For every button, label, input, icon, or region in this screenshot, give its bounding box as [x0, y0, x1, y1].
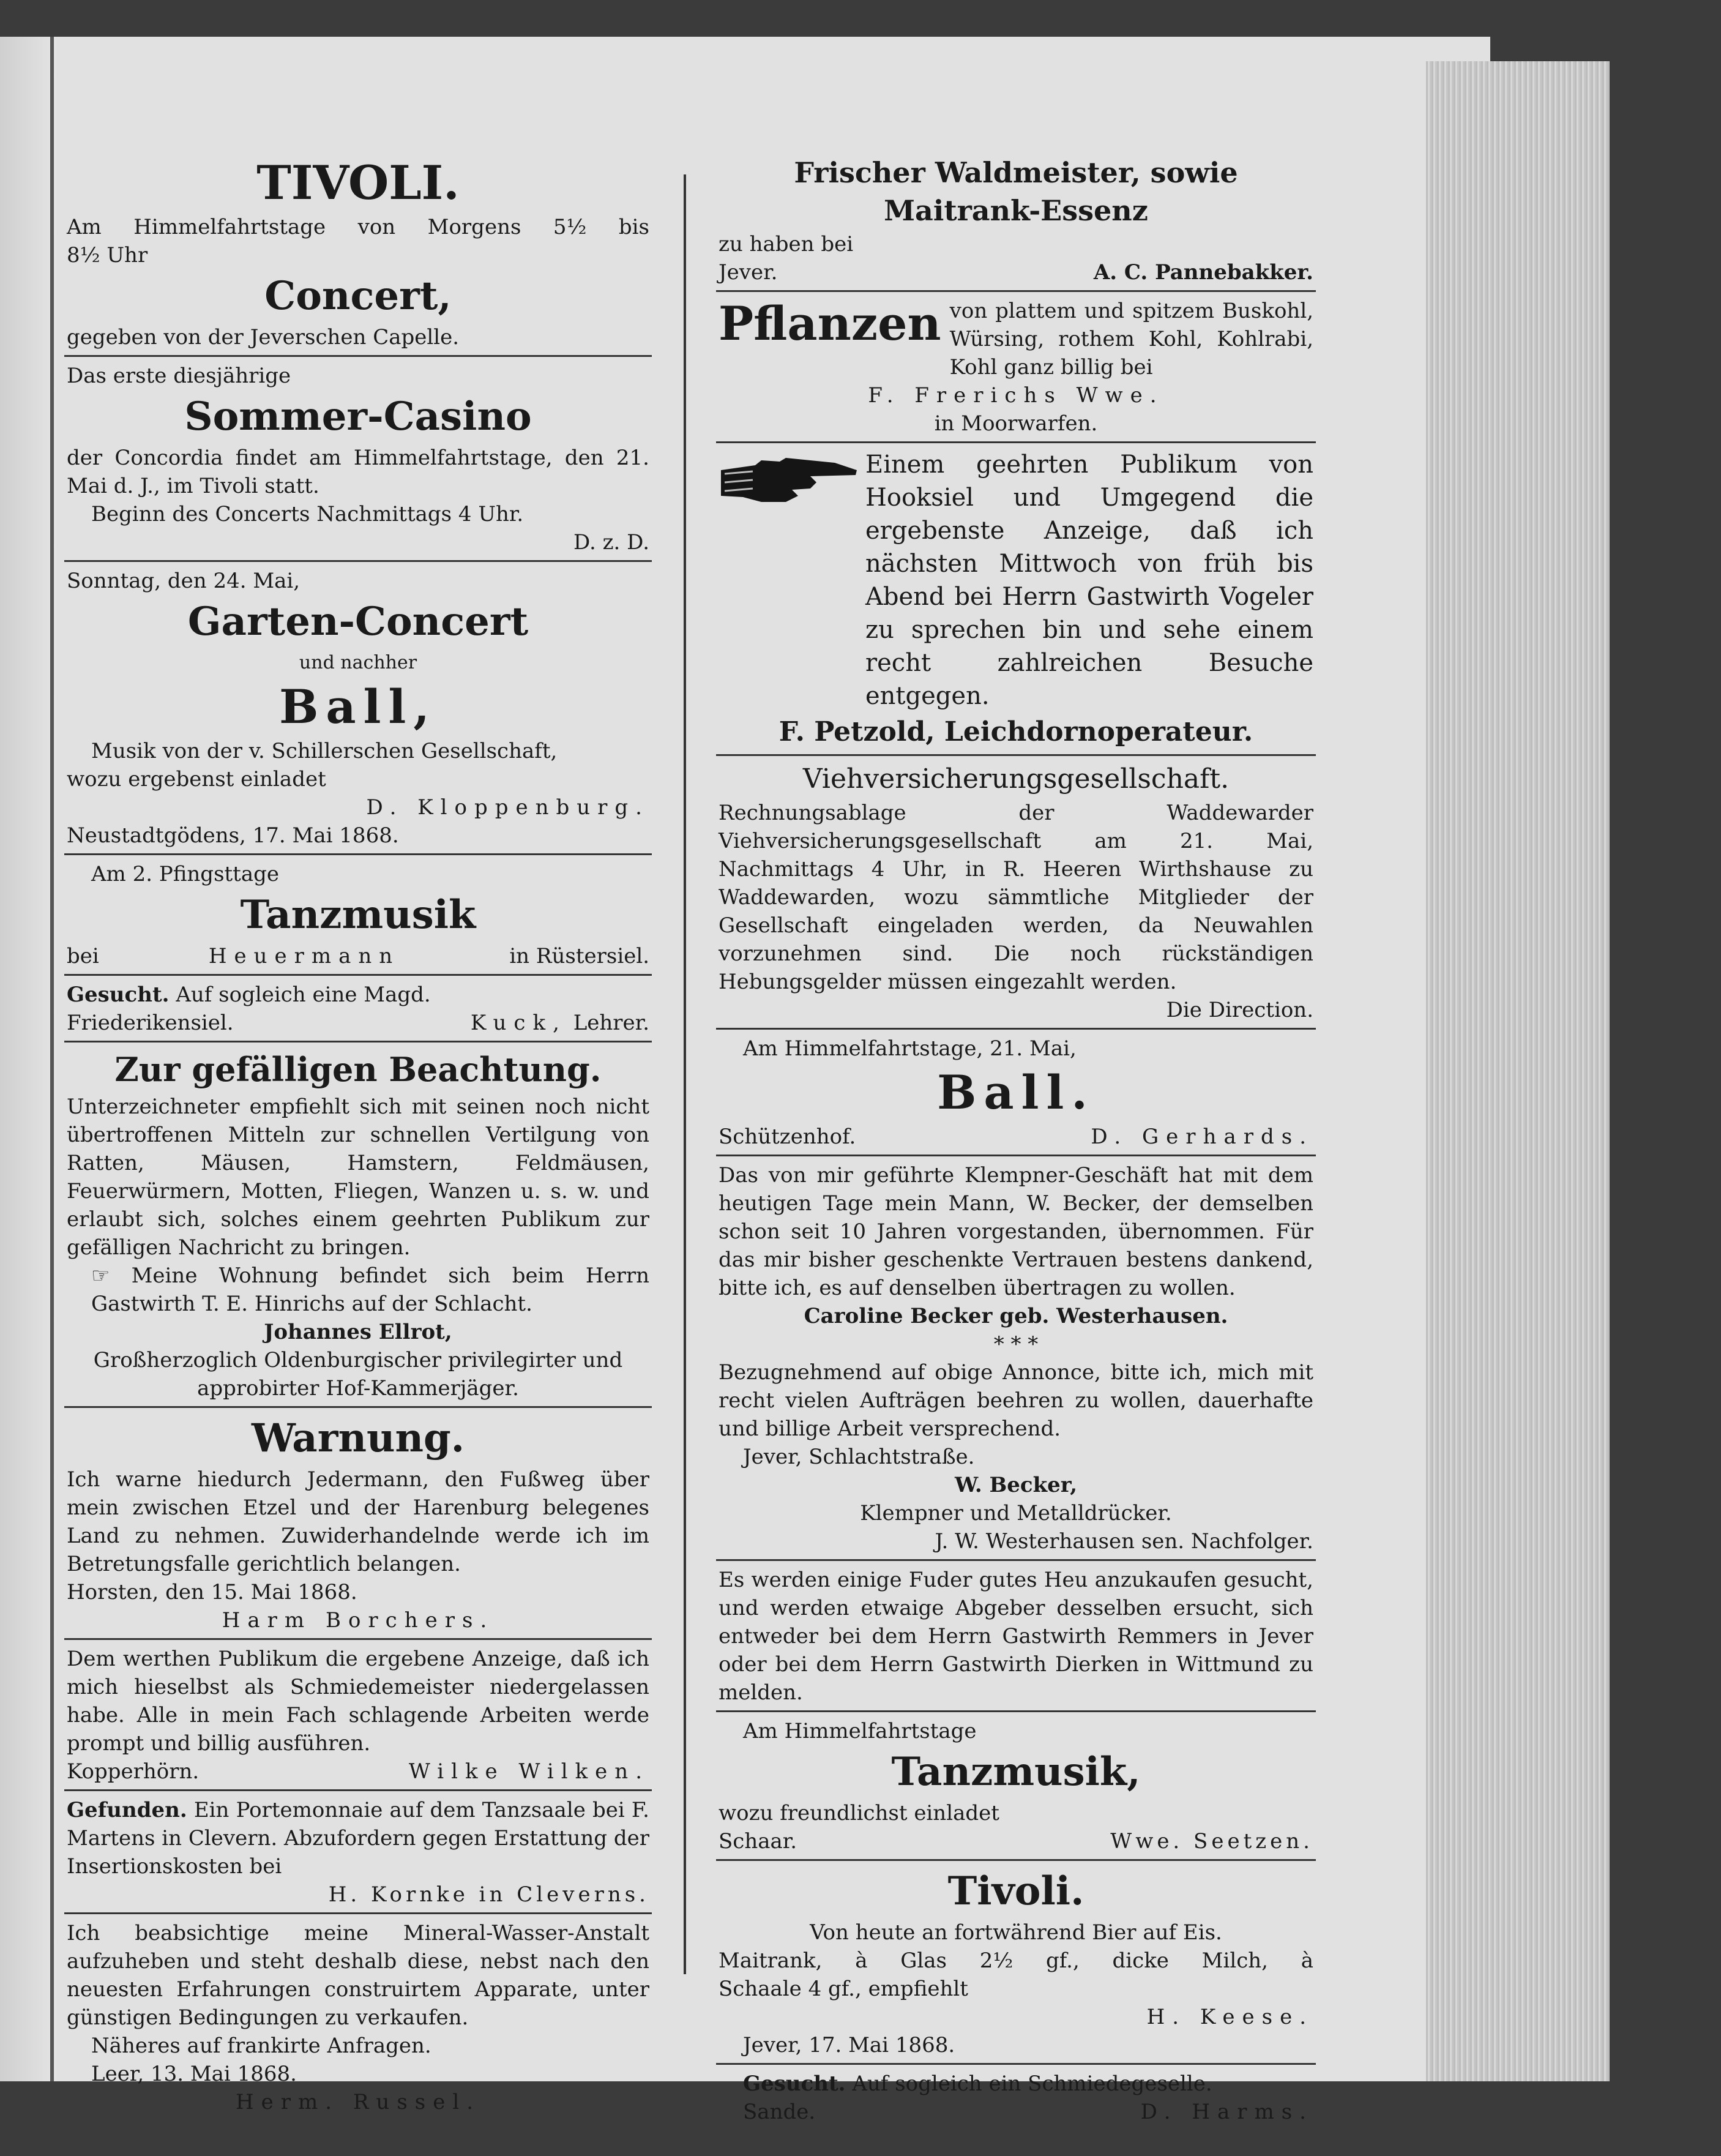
ad-separator	[64, 1406, 652, 1408]
ad-place: Jever.	[719, 260, 778, 285]
ad-text: ☞ Meine Wohnung befindet sich beim Herrn Gastwirth T. E. Hinrichs auf der Schlacht.	[91, 1263, 649, 1316]
ad-row	[719, 2098, 1313, 2126]
ad-text: Schaale 4 gf., empfiehlt	[719, 1977, 968, 2001]
ad-sommer-casino	[64, 362, 652, 556]
ad-title: Garten-Concert	[187, 599, 529, 645]
ad-separator	[64, 853, 652, 855]
ad-row	[719, 1123, 1313, 1151]
ad-separator	[64, 974, 652, 976]
ad-leichdorn	[716, 448, 1316, 750]
ad-row	[719, 1827, 1313, 1855]
gutter-edge	[50, 37, 54, 2081]
ad-separator	[716, 1559, 1316, 1561]
ad-row	[67, 1009, 649, 1037]
ad-text: zu haben bei	[719, 232, 854, 256]
ad-text: Maitrank, à Glas 2½ gf., dicke Milch, à	[719, 1948, 1313, 1973]
ad-ball-schuetzenhof	[716, 1035, 1316, 1151]
ad-text: wozu ergebenst einladet	[67, 767, 326, 792]
ad-text: Großherzoglich Oldenburgischer privilegirter und	[93, 1348, 623, 1372]
ad-title: Pflanzen	[719, 296, 941, 351]
ad-text: Dem werthen Publikum die ergebene Anzeige, daß ich mich hieselbst als Schmiedemeister niedergelassen habe. Alle in mein Fach schlagende Arbeiten werde prompt und billig ausführen.	[67, 1647, 649, 1756]
ad-separator	[64, 1638, 652, 1640]
ad-separator	[64, 355, 652, 357]
ad-text: Am Himmelfahrtstage von Morgens 5½ bis	[67, 215, 649, 239]
ad-text: J. W. Westerhausen sen. Nachfolger.	[935, 1529, 1313, 1554]
ad-text: Näheres auf frankirte Anfragen.	[91, 2034, 431, 2058]
ad-title: Tanzmusik	[240, 892, 476, 938]
ad-pflanzen-body	[719, 297, 1313, 381]
ad-text: Von heute an fortwährend Bier auf Eis.	[810, 1920, 1222, 1945]
ad-gesucht-magd	[64, 981, 652, 1037]
left-column	[64, 153, 652, 2116]
ad-title: Viehversicherungsgesellschaft.	[802, 763, 1230, 795]
ad-text: Mai d. J., im Tivoli statt.	[67, 474, 319, 498]
ad-place: Schützenhof.	[719, 1125, 856, 1149]
ad-klempner	[716, 1161, 1316, 1555]
ad-signature: D. Kloppenburg.	[366, 795, 649, 820]
ad-tivoli	[64, 154, 652, 351]
ad-text: 8½ Uhr	[67, 243, 148, 268]
ad-row	[67, 1757, 649, 1786]
ad-signature: D. Gerhards.	[1091, 1125, 1313, 1149]
ad-signature: D. z. D.	[573, 530, 649, 555]
ad-text: Das von mir geführte Klempner-Geschäft hat mit dem heutigen Tage mein Mann, W. Becker, der demselben schon seit 10 Jahren vorgestanden, übernommen. Für das mir bisher geschenkte Vertrauen bestens dankend, bitte ich, es auf denselben übertragen zu wollen.	[719, 1163, 1313, 1300]
ad-title: Frischer Waldmeister, sowie	[794, 156, 1238, 189]
ad-text: Am Himmelfahrtstage, 21. Mai,	[743, 1036, 1077, 1061]
ad-title: Sommer-Casino	[184, 394, 532, 440]
ad-signature: Johannes Ellrot,	[264, 1320, 452, 1344]
ad-signature: F. Petzold, Leichdornoperateur.	[778, 716, 1253, 747]
ad-text: Am Himmelfahrtstage	[743, 1719, 977, 1743]
ad-gefunden	[64, 1796, 652, 1909]
ad-text: Das erste diesjährige	[67, 364, 291, 388]
ad-text: bei	[67, 944, 99, 968]
ad-text: der Concordia findet am Himmelfahrtstage, den 21.	[67, 446, 649, 470]
ad-text: gegeben von der Jeverschen Capelle.	[67, 325, 460, 350]
ad-signature: D. Harms.	[1140, 2100, 1313, 2124]
ad-place: Sande.	[743, 2100, 816, 2124]
ad-separator	[64, 1789, 652, 1791]
ad-tanzmusik-schaar	[716, 1717, 1316, 1855]
ad-viehversicherung	[716, 761, 1316, 1024]
page-gutter	[0, 37, 56, 2081]
ad-separator	[716, 1028, 1316, 1030]
ad-place: Kopperhörn.	[67, 1759, 200, 1784]
ad-signature: Wilke Wilken.	[408, 1759, 649, 1784]
ad-signature: Die Direction.	[1166, 998, 1313, 1022]
ad-subtitle: Concert,	[264, 273, 452, 319]
ad-label: Gesucht.	[743, 2072, 846, 2096]
ad-beachtung	[64, 1047, 652, 1402]
ad-text: Rechnungsablage der Waddewarder Viehversicherungsgesellschaft am 21. Mai, Nachmittags 4 Uhr, in R. Heeren Wirthshause zu Waddewarden, wozu sämmtliche Mitglieder der Gesellschaft eingeladen werden, da Neuwahlen vorzunehmen sind. Die noch rückständigen Hebungsgelder müssen eingezahlt werden.	[719, 801, 1313, 994]
ad-signature: H. Keese.	[1146, 2005, 1313, 2029]
ad-label: Gesucht.	[67, 983, 170, 1007]
ad-schmiedemeister	[64, 1645, 652, 1786]
ad-signature: A. C. Pannebakker.	[1093, 260, 1313, 285]
ad-title: TIVOLI.	[256, 155, 460, 210]
ad-text: Lehrer.	[573, 1011, 649, 1035]
ad-hand-body	[719, 448, 1313, 713]
ad-title: Maitrank-Essenz	[884, 194, 1148, 227]
ad-text: wozu freundlichst einladet	[719, 1801, 999, 1825]
ad-heu	[716, 1566, 1316, 1707]
ad-place-date: Jever, 17. Mai 1868.	[743, 2033, 955, 2057]
ad-signature: H. Kornke in Cleverns.	[328, 1882, 649, 1907]
ad-text: Ein Portemonnaie auf dem Tanzsaale bei F. Martens in Clevern. Abzufordern gegen Erstattung der Insertionskosten bei	[67, 1798, 649, 1879]
ad-title: Tivoli.	[947, 1868, 1084, 1914]
ad-text: Einem geehrten Publikum von Hooksiel und Umgegend die ergebenste Anzeige, daß ich nächsten Mittwoch von früh bis Abend bei Herrn Gastwirth Vogeler zu sprechen bin und sehe einem recht zahlreichen Besuche entgegen.	[865, 451, 1313, 710]
ad-place-date: Leer, 13. Mai 1868.	[91, 2062, 297, 2086]
ad-signature: F. Frerichs Wwe.	[868, 383, 1164, 408]
ad-text: approbirter Hof-Kammerjäger.	[197, 1376, 519, 1401]
ad-text: Sonntag, den 24. Mai,	[67, 569, 301, 593]
ad-text: Bezugnehmend auf obige Annonce, bitte ich, mich mit recht vielen Aufträgen beehren zu wollen, dauerhafte und billige Arbeit versprechend.	[719, 1360, 1313, 1441]
ad-text: Auf sogleich eine Magd.	[176, 983, 431, 1007]
ad-title: Zur gefälligen Beachtung.	[114, 1050, 602, 1089]
ad-text: von plattem und spitzem Buskohl, Würsing, rothem Kohl, Kohlrabi, Kohl ganz billig bei	[949, 299, 1313, 380]
ad-label: Gefunden.	[67, 1798, 187, 1822]
ad-text: Am 2. Pfingsttage	[91, 862, 279, 886]
ad-signature: Wwe. Seetzen.	[1110, 1829, 1313, 1854]
ad-signature: Kuck,	[470, 1011, 567, 1035]
ad-text: und nachher	[299, 652, 417, 673]
ad-stars: * * *	[993, 1332, 1039, 1357]
ad-place: in Moorwarfen.	[934, 411, 1098, 436]
ad-tivoli-eis	[716, 1866, 1316, 2059]
right-column	[716, 153, 1316, 2126]
ad-text: Auf sogleich ein Schmiedegeselle.	[852, 2072, 1212, 2096]
ad-separator	[716, 754, 1316, 756]
ad-subtitle: Ball,	[279, 679, 437, 734]
ad-separator	[716, 1859, 1316, 1861]
ad-separator	[716, 2063, 1316, 2065]
ad-text: Beginn des Concerts Nachmittags 4 Uhr.	[91, 502, 524, 526]
ad-signature: W. Becker,	[954, 1473, 1078, 1497]
ad-separator	[64, 560, 652, 562]
ad-waldmeister	[716, 154, 1316, 286]
pointing-hand-icon	[719, 452, 859, 511]
ad-separator	[64, 1041, 652, 1042]
ad-signature: Caroline Becker geb. Westerhausen.	[804, 1304, 1228, 1328]
ad-place-date: Horsten, den 15. Mai 1868.	[67, 1580, 357, 1604]
ad-title: Ball.	[937, 1065, 1095, 1120]
ad-separator	[716, 441, 1316, 443]
ad-separator	[716, 290, 1316, 292]
ad-place-date: Neustadtgödens, 17. Mai 1868.	[67, 823, 399, 848]
ad-text: Ich warne hiedurch Jedermann, den Fußweg über mein zwischen Etzel und der Harenburg belegenes Land zu nehmen. Zuwiderhandelnde werde ich im Betretungsfalle gerichtlich belangen.	[67, 1467, 649, 1576]
ad-separator	[716, 1155, 1316, 1156]
ad-text: Ich beabsichtige meine Mineral-Wasser-Anstalt aufzuheben und steht deshalb diese, nebst nach den neuesten Erfahrungen construirtem Apparate, unter günstigen Bedingungen zu verkaufen.	[67, 1921, 649, 2030]
ad-title: Warnung.	[251, 1415, 465, 1461]
ad-mineral-wasser	[64, 1919, 652, 2116]
ad-row	[67, 942, 649, 970]
column-rule	[684, 174, 686, 1974]
ad-text: Es werden einige Fuder gutes Heu anzukaufen gesucht, und werden etwaige Abgeber desselben ersucht, sich entweder bei dem Herrn Gastwirth Remmers in Jever oder bei dem Herrn Gastwirth Dierken in Wittmund zu melden.	[719, 1568, 1313, 1705]
ad-separator	[64, 1912, 652, 1914]
ad-separator	[716, 1710, 1316, 1712]
ad-signature: Herm. Russel.	[235, 2090, 481, 2114]
ad-row	[719, 258, 1313, 286]
book-page-edges	[1426, 61, 1610, 2081]
ad-signature: Harm Borchers.	[222, 1608, 495, 1633]
ad-tanzmusik-pfingsten	[64, 860, 652, 970]
ad-place: Jever, Schlachtstraße.	[743, 1445, 975, 1469]
ad-text: Klempner und Metalldrücker.	[860, 1501, 1172, 1525]
ad-title: Tanzmusik,	[891, 1749, 1141, 1795]
ad-place: in Rüstersiel.	[509, 944, 649, 968]
ad-warnung	[64, 1413, 652, 1634]
ad-garten-concert	[64, 567, 652, 850]
ad-pflanzen	[716, 297, 1316, 438]
ad-place: Schaar.	[719, 1829, 797, 1854]
ad-place: Friederikensiel.	[67, 1011, 234, 1035]
ad-gesucht-schmiedegeselle	[716, 2070, 1316, 2126]
ad-text: Unterzeichneter empfiehlt sich mit seinen noch nicht übertroffenen Mitteln zur schnellen Vertilgung von Ratten, Mäusen, Hamstern, Feldmäusen, Feuerwürmern, Motten, Fliegen, Wanzen u. s. w. und erlaubt sich, solches einem geehrten Publikum zur gefälligen Nachricht zu bringen.	[67, 1095, 649, 1260]
ad-text: Musik von der v. Schillerschen Gesellschaft,	[91, 739, 558, 763]
ad-signature: Heuermann	[208, 944, 400, 968]
